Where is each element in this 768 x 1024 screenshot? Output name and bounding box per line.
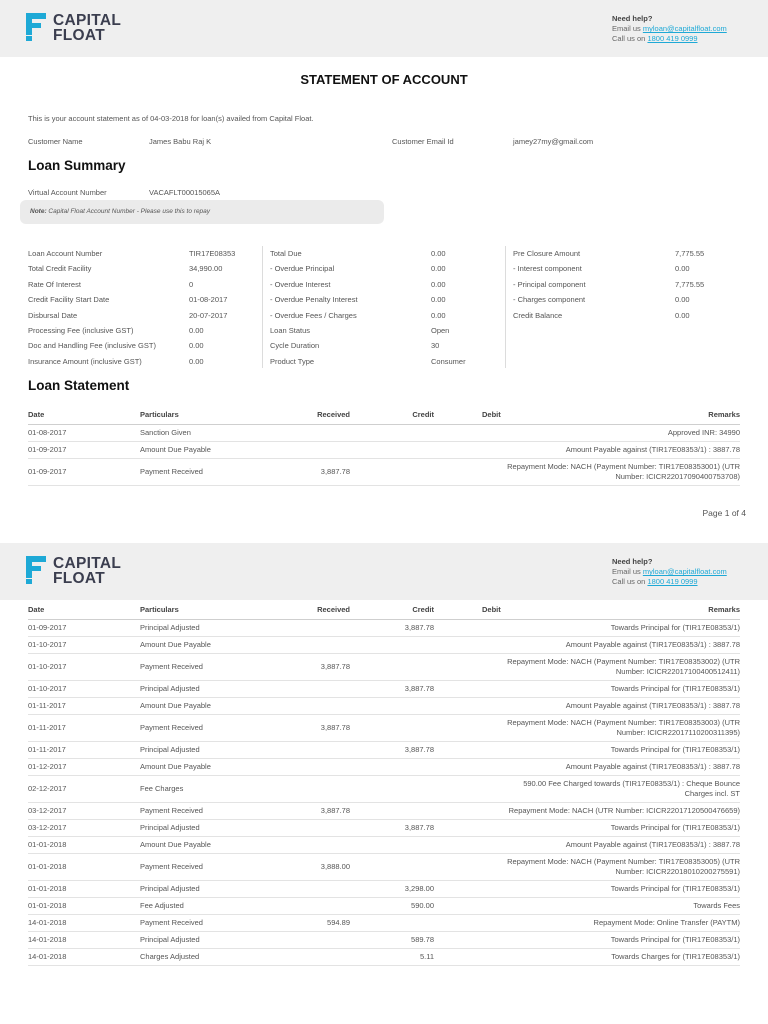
- summary-label: Loan Account Number: [28, 249, 103, 258]
- cell-received: [295, 758, 350, 775]
- summary-label: Credit Balance: [513, 310, 563, 320]
- cell-date: 01-09-2017: [28, 441, 140, 458]
- cell-particulars: Payment Received: [140, 458, 295, 485]
- remarks-text: Towards Charges for (TIR17E08353/1): [611, 951, 740, 961]
- cell-remarks: [501, 775, 740, 802]
- cell-credit: [350, 441, 434, 458]
- customer-name-label: Customer Name: [28, 137, 83, 146]
- summary-label: - Charges component: [513, 295, 586, 305]
- remarks-text: Repayment Mode: Online Transfer (PAYTM): [593, 917, 740, 927]
- summary-label: Loan Status: [270, 326, 311, 335]
- summary-value: 0: [189, 279, 194, 289]
- table-row: [28, 741, 740, 758]
- loan-statement-heading: Loan Statement: [28, 378, 130, 393]
- table-row: [28, 441, 740, 458]
- cell-remarks: [501, 697, 740, 714]
- summary-value: 30: [431, 341, 440, 351]
- summary-label: Product Type: [270, 356, 315, 366]
- cell-remarks: [501, 880, 740, 897]
- help-email-prefix: Email us: [612, 567, 641, 577]
- statement-intro: This is your account statement as of 04-03-2018 for loan(s) availed from Capital Float.: [28, 114, 314, 123]
- summary-label: Total Due: [270, 249, 302, 258]
- help-email-line: [612, 567, 727, 577]
- cell-debit: [434, 424, 501, 441]
- cell-remarks: [501, 441, 740, 458]
- table-row: [28, 897, 740, 914]
- cell-received: [295, 819, 350, 836]
- page1-header: [0, 0, 768, 57]
- cell-credit: [350, 424, 434, 441]
- cell-date: 01-08-2017: [28, 424, 140, 441]
- cell-credit: [350, 458, 434, 485]
- help-email-link[interactable]: myloan@capitalfloat.com: [642, 24, 727, 34]
- cell-received: [295, 697, 350, 714]
- cell-received: 3,887.78: [295, 458, 350, 485]
- summary-divider: [505, 246, 506, 368]
- cell-credit: 589.78: [350, 931, 434, 948]
- cell-particulars: Amount Due Payable: [140, 697, 295, 714]
- cell-remarks: [501, 619, 740, 636]
- van-value: VACAFLT00015065A: [149, 188, 221, 197]
- cell-remarks: [501, 914, 740, 931]
- customer-email-value: jamey27my@gmail.com: [513, 137, 594, 146]
- cell-debit: [434, 819, 501, 836]
- cell-remarks: [501, 741, 740, 758]
- remarks-text: Towards Principal for (TIR17E08353/1): [610, 822, 740, 832]
- cell-date: 01-12-2017: [28, 758, 140, 775]
- table-row: [28, 802, 740, 819]
- col-date: Date: [28, 405, 140, 424]
- cell-debit: [434, 802, 501, 819]
- cell-date: 02-12-2017: [28, 775, 140, 802]
- remarks-text: Repayment Mode: NACH (Payment Number: TIR17E08353003) (UTR Number: ICICR22017110200311395): [507, 717, 740, 737]
- col-remarks: Remarks: [501, 600, 740, 619]
- summary-label: - Overdue Fees / Charges: [270, 310, 357, 320]
- logo-line2: FLOAT: [53, 570, 106, 587]
- cell-date: 14-01-2018: [28, 948, 140, 965]
- help-block: [612, 14, 727, 45]
- cell-credit: [350, 758, 434, 775]
- cell-debit: [434, 853, 501, 880]
- page-indicator: Page 1 of 4: [702, 508, 746, 518]
- table-row: [28, 714, 740, 741]
- table-header-row: [28, 600, 740, 619]
- cell-date: 14-01-2018: [28, 931, 140, 948]
- summary-label: Processing Fee (inclusive GST): [28, 326, 134, 335]
- remarks-text: Towards Principal for (TIR17E08353/1): [610, 683, 740, 693]
- table-row: [28, 819, 740, 836]
- table-row: [28, 948, 740, 965]
- cell-particulars: Principal Adjusted: [140, 819, 295, 836]
- table-row: [28, 653, 740, 680]
- cell-date: 03-12-2017: [28, 802, 140, 819]
- cell-date: 01-01-2018: [28, 853, 140, 880]
- col-remarks: Remarks: [501, 405, 740, 424]
- loan-statement-table: [28, 405, 740, 486]
- cell-received: [295, 931, 350, 948]
- summary-value: 0.00: [431, 249, 446, 258]
- cell-credit: 590.00: [350, 897, 434, 914]
- summary-value: 0.00: [189, 326, 204, 335]
- logo-mark-icon: [26, 13, 48, 41]
- cell-particulars: Amount Due Payable: [140, 441, 295, 458]
- summary-value: 0.00: [431, 310, 446, 320]
- cell-credit: [350, 802, 434, 819]
- remarks-text: Amount Payable against (TIR17E08353/1) : 3887.78: [565, 639, 740, 649]
- loan-summary-heading: Loan Summary: [28, 158, 126, 173]
- cell-particulars: Amount Due Payable: [140, 836, 295, 853]
- remarks-text: Amount Payable against (TIR17E08353/1) : 3887.78: [565, 444, 740, 454]
- cell-particulars: Fee Adjusted: [140, 897, 295, 914]
- cell-debit: [434, 758, 501, 775]
- capital-float-logo: [26, 556, 136, 586]
- cell-received: [295, 680, 350, 697]
- cell-credit: 3,887.78: [350, 680, 434, 697]
- cell-date: 01-01-2018: [28, 880, 140, 897]
- cell-debit: [434, 836, 501, 853]
- cell-particulars: Sanction Given: [140, 424, 295, 441]
- summary-label: - Interest component: [513, 264, 582, 274]
- remarks-text: Approved INR: 34990: [667, 427, 740, 437]
- cell-particulars: Principal Adjusted: [140, 931, 295, 948]
- col-received: Received: [295, 405, 350, 424]
- cell-debit: [434, 914, 501, 931]
- cell-credit: [350, 636, 434, 653]
- summary-value: Consumer: [431, 356, 466, 366]
- cell-date: 01-11-2017: [28, 714, 140, 741]
- cell-remarks: [501, 931, 740, 948]
- remarks-text: Towards Principal for (TIR17E08353/1): [610, 622, 740, 632]
- cell-credit: 5.11: [350, 948, 434, 965]
- remarks-text: Amount Payable against (TIR17E08353/1) : 3887.78: [565, 700, 740, 710]
- summary-value: 0.00: [431, 279, 446, 289]
- remarks-text: Towards Fees: [693, 900, 740, 910]
- loan-statement-table-page2: [28, 600, 740, 966]
- cell-date: 01-10-2017: [28, 680, 140, 697]
- cell-remarks: [501, 819, 740, 836]
- help-block: [612, 557, 727, 588]
- logo-line1: CAPITAL: [53, 555, 122, 572]
- col-credit: Credit: [350, 405, 434, 424]
- statement-title: STATEMENT OF ACCOUNT: [300, 72, 468, 87]
- cell-debit: [434, 775, 501, 802]
- cell-received: [295, 619, 350, 636]
- logo-text: [53, 556, 121, 586]
- summary-label: Credit Facility Start Date: [28, 295, 110, 305]
- cell-remarks: [501, 458, 740, 485]
- cell-particulars: Payment Received: [140, 714, 295, 741]
- cell-date: 01-01-2018: [28, 897, 140, 914]
- cell-particulars: Payment Received: [140, 653, 295, 680]
- help-email-prefix: Email us: [612, 24, 641, 34]
- help-title: Need help?: [612, 557, 653, 566]
- cell-credit: 3,887.78: [350, 741, 434, 758]
- cell-credit: [350, 653, 434, 680]
- help-email-line: [612, 24, 727, 34]
- summary-value: 0.00: [431, 264, 446, 274]
- summary-value: 20-07-2017: [189, 310, 228, 320]
- table-row: [28, 619, 740, 636]
- cell-received: [295, 424, 350, 441]
- remarks-text: Repayment Mode: NACH (Payment Number: TIR17E08353005) (UTR Number: ICICR22018010200275591): [507, 856, 740, 876]
- remarks-text: Amount Payable against (TIR17E08353/1) : 3887.78: [565, 839, 740, 849]
- note-label: Note:: [30, 208, 47, 215]
- table-row: [28, 914, 740, 931]
- cell-debit: [434, 880, 501, 897]
- cell-particulars: Payment Received: [140, 853, 295, 880]
- remarks-text: Amount Payable against (TIR17E08353/1) : 3887.78: [565, 761, 740, 771]
- cell-debit: [434, 653, 501, 680]
- col-debit: Debit: [434, 600, 501, 619]
- cell-debit: [434, 636, 501, 653]
- table-header-row: [28, 405, 740, 424]
- cell-particulars: Payment Received: [140, 914, 295, 931]
- summary-label: - Overdue Principal: [270, 264, 335, 274]
- cell-received: [295, 948, 350, 965]
- logo-line1: CAPITAL: [53, 12, 122, 29]
- cell-credit: [350, 836, 434, 853]
- cell-remarks: [501, 836, 740, 853]
- table-row: [28, 424, 740, 441]
- cell-remarks: [501, 714, 740, 741]
- cell-credit: [350, 914, 434, 931]
- customer-name-value: James Babu Raj K: [149, 137, 212, 146]
- cell-received: 3,887.78: [295, 714, 350, 741]
- cell-debit: [434, 697, 501, 714]
- summary-value: 34,990.00: [189, 264, 223, 274]
- help-call-line: [612, 34, 727, 44]
- cell-remarks: [501, 424, 740, 441]
- summary-value: 0.00: [189, 356, 204, 366]
- cell-particulars: Principal Adjusted: [140, 619, 295, 636]
- cell-date: 01-11-2017: [28, 697, 140, 714]
- summary-label: Rate Of Interest: [28, 279, 81, 289]
- cell-credit: 3,887.78: [350, 819, 434, 836]
- logo-line2: FLOAT: [53, 27, 106, 44]
- cell-date: 01-09-2017: [28, 619, 140, 636]
- cell-remarks: [501, 897, 740, 914]
- statement-body-page1: [28, 424, 740, 485]
- cell-received: [295, 636, 350, 653]
- cell-credit: [350, 697, 434, 714]
- table-row: [28, 697, 740, 714]
- logo-text: [53, 13, 121, 43]
- cell-debit: [434, 948, 501, 965]
- summary-label: Disbursal Date: [28, 310, 78, 320]
- table-row: [28, 758, 740, 775]
- table-row: [28, 853, 740, 880]
- remarks-text: Repayment Mode: NACH (UTR Number: ICICR22017120500476659): [508, 805, 740, 815]
- cell-credit: 3,298.00: [350, 880, 434, 897]
- logo-mark-icon: [26, 556, 48, 584]
- cell-received: [295, 836, 350, 853]
- cell-credit: [350, 775, 434, 802]
- cell-remarks: [501, 653, 740, 680]
- cell-credit: [350, 714, 434, 741]
- cell-received: 3,887.78: [295, 802, 350, 819]
- page2-header: [0, 543, 768, 600]
- note-text: Capital Float Account Number - Please use this to repay: [48, 208, 211, 215]
- cell-remarks: [501, 680, 740, 697]
- remarks-text: Towards Principal for (TIR17E08353/1): [610, 934, 740, 944]
- table-row: [28, 458, 740, 485]
- table-row: [28, 680, 740, 697]
- help-title: Need help?: [612, 14, 653, 23]
- cell-debit: [434, 441, 501, 458]
- cell-received: 3,887.78: [295, 653, 350, 680]
- capital-float-logo: [26, 13, 136, 43]
- help-phone-link[interactable]: 1800 419 0999: [647, 577, 698, 587]
- cell-received: 594.89: [295, 914, 350, 931]
- cell-debit: [434, 931, 501, 948]
- col-particulars: Particulars: [140, 405, 295, 424]
- cell-particulars: Payment Received: [140, 802, 295, 819]
- statement-body-page2: [28, 619, 740, 965]
- cell-particulars: Amount Due Payable: [140, 636, 295, 653]
- help-call-prefix: Call us on: [612, 577, 646, 587]
- summary-value: 0.00: [675, 295, 690, 305]
- summary-value: 0.00: [675, 264, 690, 274]
- summary-value: 7,775.55: [675, 279, 705, 289]
- help-email-link[interactable]: myloan@capitalfloat.com: [642, 567, 727, 577]
- cell-debit: [434, 714, 501, 741]
- cell-particulars: Charges Adjusted: [140, 948, 295, 965]
- cell-date: 14-01-2018: [28, 914, 140, 931]
- cell-debit: [434, 897, 501, 914]
- help-phone-link[interactable]: 1800 419 0999: [647, 34, 698, 44]
- cell-remarks: [501, 853, 740, 880]
- cell-particulars: Principal Adjusted: [140, 680, 295, 697]
- cell-debit: [434, 741, 501, 758]
- cell-particulars: Principal Adjusted: [140, 741, 295, 758]
- summary-value: 0.00: [675, 310, 690, 320]
- cell-debit: [434, 680, 501, 697]
- customer-email-label: Customer Email Id: [392, 137, 454, 146]
- summary-label: - Overdue Interest: [270, 279, 331, 289]
- cell-particulars: Fee Charges: [140, 775, 295, 802]
- remarks-text: Repayment Mode: NACH (Payment Number: TIR17E08353001) (UTR Number: ICICR22017090400753708): [507, 461, 740, 481]
- remarks-text: Repayment Mode: NACH (Payment Number: TIR17E08353002) (UTR Number: ICICR22017100400512411): [507, 656, 740, 676]
- cell-date: 01-01-2018: [28, 836, 140, 853]
- cell-received: [295, 775, 350, 802]
- summary-label: Total Credit Facility: [28, 264, 92, 274]
- cell-credit: [350, 853, 434, 880]
- summary-value: 0.00: [431, 295, 446, 305]
- cell-date: 01-10-2017: [28, 653, 140, 680]
- cell-remarks: [501, 636, 740, 653]
- table-row: [28, 931, 740, 948]
- help-call-line: [612, 577, 727, 587]
- summary-label: - Overdue Penalty Interest: [270, 295, 358, 305]
- cell-received: [295, 880, 350, 897]
- cell-date: 03-12-2017: [28, 819, 140, 836]
- col-particulars: Particulars: [140, 600, 295, 619]
- summary-value: 0.00: [189, 341, 204, 351]
- cell-received: 3,888.00: [295, 853, 350, 880]
- cell-date: 01-10-2017: [28, 636, 140, 653]
- remarks-text: Towards Principal for (TIR17E08353/1): [610, 883, 740, 893]
- repay-note: [20, 200, 384, 224]
- col-debit: Debit: [434, 405, 501, 424]
- summary-value: TIR17E08353: [189, 249, 236, 258]
- table-row: [28, 775, 740, 802]
- cell-remarks: [501, 758, 740, 775]
- table-row: [28, 836, 740, 853]
- col-credit: Credit: [350, 600, 434, 619]
- summary-value: 01-08-2017: [189, 295, 228, 305]
- summary-label: Doc and Handling Fee (inclusive GST): [28, 341, 156, 351]
- cell-remarks: [501, 948, 740, 965]
- cell-received: [295, 897, 350, 914]
- cell-debit: [434, 458, 501, 485]
- cell-remarks: [501, 802, 740, 819]
- cell-particulars: Amount Due Payable: [140, 758, 295, 775]
- cell-received: [295, 441, 350, 458]
- col-received: Received: [295, 600, 350, 619]
- remarks-text: 590.00 Fee Charged towards (TIR17E08353/1) : Cheque Bounce Charges incl. ST: [523, 778, 740, 798]
- summary-label: Insurance Amount (inclusive GST): [28, 356, 142, 366]
- summary-label: Cycle Duration: [270, 341, 320, 351]
- cell-received: [295, 741, 350, 758]
- table-row: [28, 636, 740, 653]
- col-date: Date: [28, 600, 140, 619]
- table-row: [28, 880, 740, 897]
- summary-value: Open: [431, 326, 450, 335]
- cell-credit: 3,887.78: [350, 619, 434, 636]
- summary-divider: [262, 246, 263, 368]
- cell-date: 01-09-2017: [28, 458, 140, 485]
- van-label: Virtual Account Number: [28, 188, 107, 197]
- cell-date: 01-11-2017: [28, 741, 140, 758]
- remarks-text: Towards Principal for (TIR17E08353/1): [610, 744, 740, 754]
- summary-label: - Principal component: [513, 279, 586, 289]
- summary-value: 7,775.55: [675, 249, 705, 258]
- cell-debit: [434, 619, 501, 636]
- summary-label: Pre Closure Amount: [513, 249, 581, 258]
- cell-particulars: Principal Adjusted: [140, 880, 295, 897]
- help-call-prefix: Call us on: [612, 34, 646, 44]
